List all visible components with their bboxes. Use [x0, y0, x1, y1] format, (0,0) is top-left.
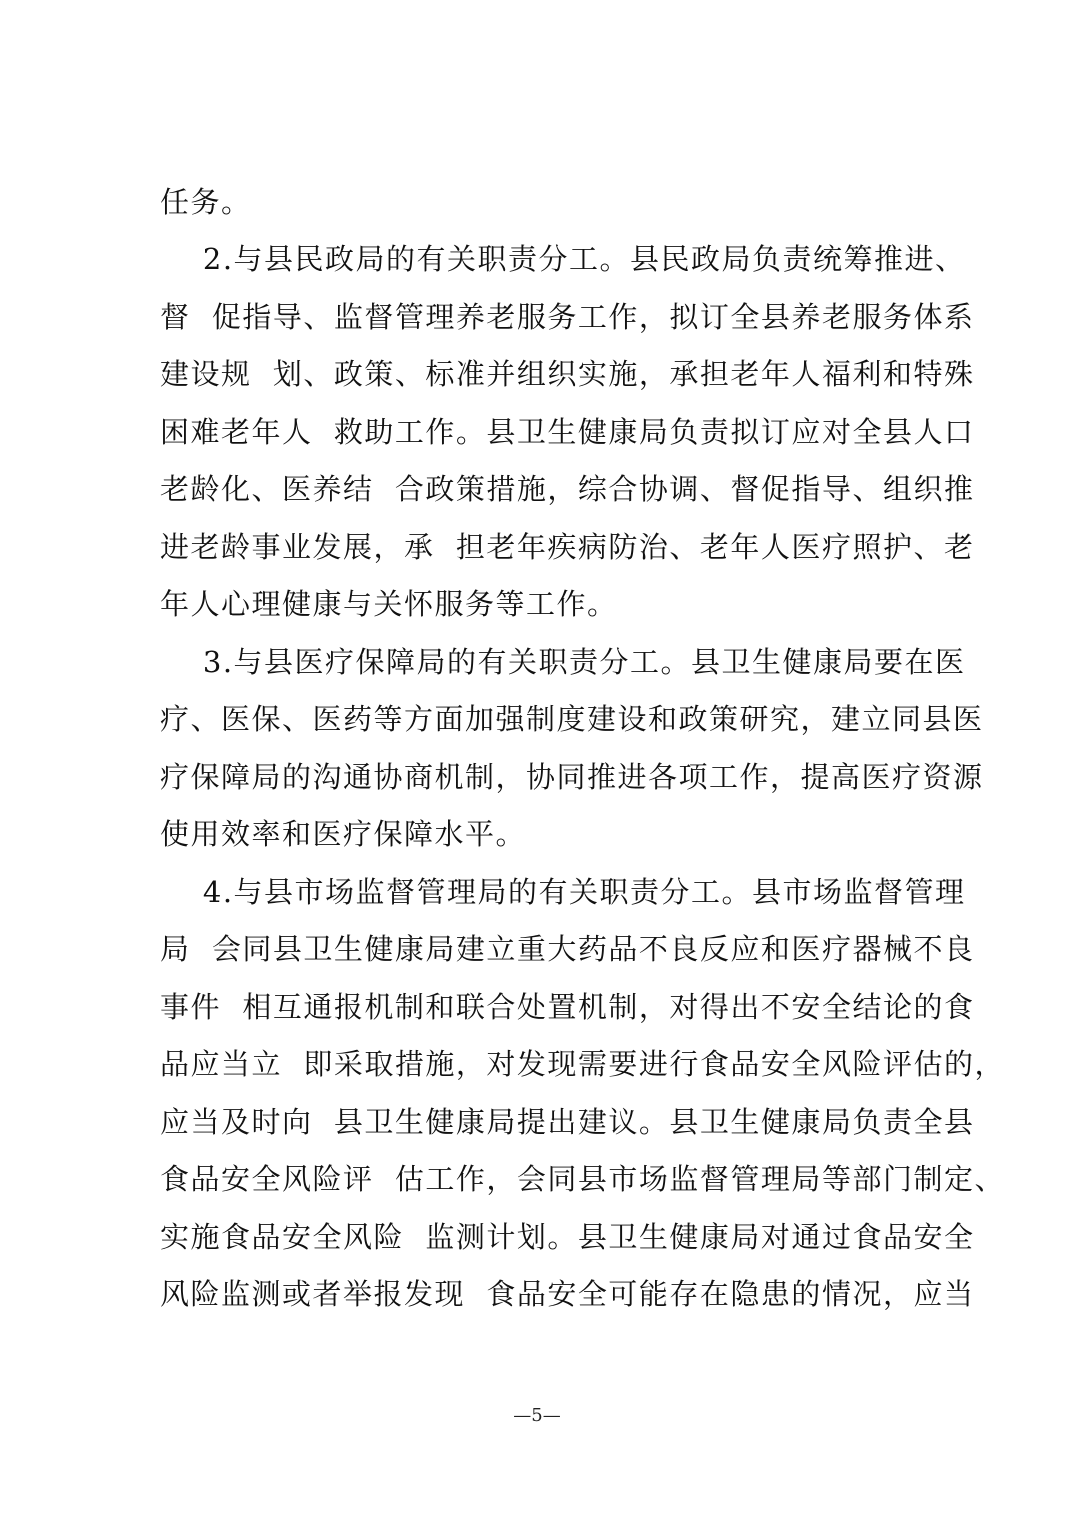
text-line: 困难老年人 救助工作。县卫生健康局负责拟订应对全县人口 [160, 415, 975, 449]
text-line: 4.与县市场监督管理局的有关职责分工。县市场监督管理 [160, 875, 966, 909]
text-line: 年人心理健康与关怀服务等工作。 [160, 587, 618, 621]
text-line: 事件 相互通报机制和联合处置机制，对得出不安全结论的食 [160, 990, 975, 1024]
text-line: 局 会同县卫生健康局建立重大药品不良反应和医疗器械不良 [160, 932, 975, 966]
text-line: 应当及时向 县卫生健康局提出建议。县卫生健康局负责全县 [160, 1105, 975, 1139]
text-line: 使用效率和医疗保障水平。 [160, 817, 527, 851]
text-line: 建设规 划、政策、标准并组织实施，承担老年人福利和特殊 [160, 357, 975, 391]
text-line: 进老龄事业发展，承 担老年疾病防治、老年人医疗照护、老 [160, 530, 975, 564]
text-line: 实施食品安全风险 监测计划。县卫生健康局对通过食品安全 [160, 1220, 975, 1254]
text-line: 风险监测或者举报发现 食品安全可能存在隐患的情况，应当 [160, 1277, 975, 1311]
text-line: 品应当立 即采取措施，对发现需要进行食品安全风险评估的， [160, 1047, 1005, 1081]
page-number: —5— [513, 1405, 561, 1426]
text-line: 食品安全风险评 估工作，会同县市场监督管理局等部门制定、 [160, 1162, 1005, 1196]
text-line: 任务。 [160, 185, 252, 219]
text-line: 疗、医保、医药等方面加强制度建设和政策研究，建立同县医 [160, 702, 984, 736]
text-line: 3.与县医疗保障局的有关职责分工。县卫生健康局要在医 [160, 645, 966, 679]
text-line: 疗保障局的沟通协商机制，协同推进各项工作，提高医疗资源 [160, 760, 984, 794]
text-line: 老龄化、医养结 合政策措施，综合协调、督促指导、组织推 [160, 472, 975, 506]
text-line: 2.与县民政局的有关职责分工。县民政局负责统筹推进、 [160, 242, 966, 276]
text-line: 督 促指导、监督管理养老服务工作，拟订全县养老服务体系 [160, 300, 975, 334]
